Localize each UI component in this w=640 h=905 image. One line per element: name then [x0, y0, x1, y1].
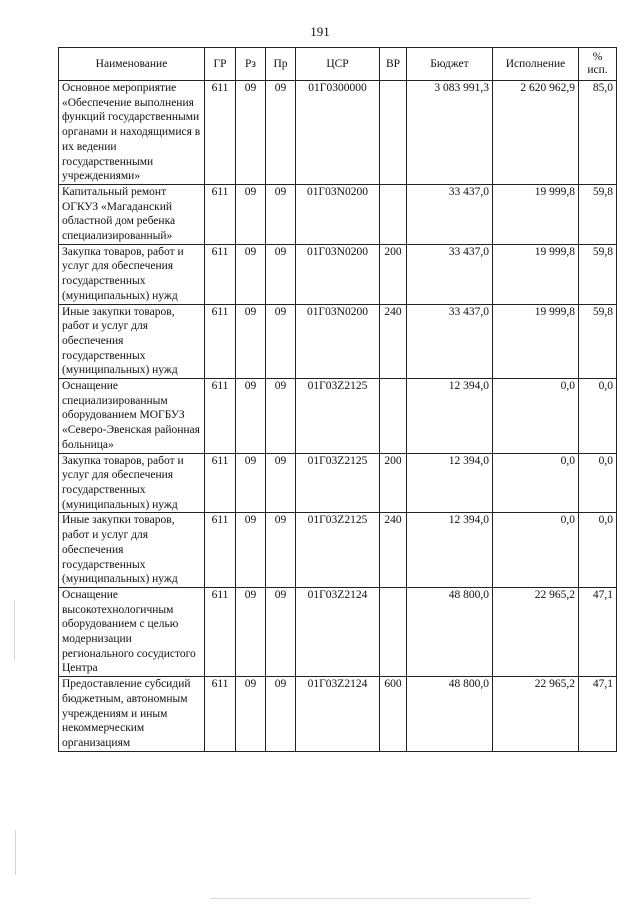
- scan-mark-bottom: [210, 898, 530, 899]
- cell-name: Закупка товаров, работ и услуг для обеспечения государственных (муниципальных) нужд: [59, 244, 205, 304]
- cell-gr: 611: [205, 304, 236, 379]
- cell-name: Оснащение высокотехнологичным оборудованием с целью модернизации регионального сосудистого Центра: [59, 587, 205, 676]
- cell-pct: 47,1: [579, 677, 617, 752]
- cell-execution: 19 999,8: [493, 244, 579, 304]
- table-body: [59, 81, 617, 752]
- cell-pr: 09: [266, 677, 296, 752]
- cell-gr: 611: [205, 677, 236, 752]
- cell-pct: 0,0: [579, 379, 617, 454]
- cell-pr: 09: [266, 81, 296, 185]
- table-row: [59, 379, 617, 454]
- cell-execution: 19 999,8: [493, 304, 579, 379]
- header-pct-label: исп.: [587, 64, 608, 76]
- cell-pct: 59,8: [579, 184, 617, 244]
- cell-pr: 09: [266, 453, 296, 513]
- cell-budget: 12 394,0: [407, 379, 493, 454]
- header-execution: Исполнение: [493, 48, 579, 81]
- cell-execution: 0,0: [493, 379, 579, 454]
- header-pr: Пр: [266, 48, 296, 81]
- cell-gr: 611: [205, 587, 236, 676]
- page-number: 191: [310, 24, 330, 39]
- cell-pct: 59,8: [579, 304, 617, 379]
- cell-budget: 3 083 991,3: [407, 81, 493, 185]
- cell-gr: 611: [205, 184, 236, 244]
- table-row: [59, 587, 617, 676]
- cell-vr: 200: [380, 453, 407, 513]
- cell-gr: 611: [205, 379, 236, 454]
- table-row: [59, 453, 617, 513]
- cell-pct: 85,0: [579, 81, 617, 185]
- cell-csr: 01Г0300000: [296, 81, 380, 185]
- cell-name: Закупка товаров, работ и услуг для обеспечения государственных (муниципальных) нужд: [59, 453, 205, 513]
- table-row: [59, 304, 617, 379]
- cell-rz: 09: [236, 244, 266, 304]
- cell-vr: [380, 587, 407, 676]
- cell-rz: 09: [236, 513, 266, 588]
- cell-csr: 01Г03N0200: [296, 244, 380, 304]
- cell-csr: 01Г03Z2125: [296, 379, 380, 454]
- cell-gr: 611: [205, 244, 236, 304]
- cell-rz: 09: [236, 81, 266, 185]
- header-csr: ЦСР: [296, 48, 380, 81]
- cell-vr: 240: [380, 513, 407, 588]
- cell-name: Иные закупки товаров, работ и услуг для обеспечения государственных (муниципальных) нужд: [59, 513, 205, 588]
- cell-execution: 0,0: [493, 453, 579, 513]
- cell-budget: 48 800,0: [407, 587, 493, 676]
- cell-execution: 2 620 962,9: [493, 81, 579, 185]
- scan-mark-left: [14, 600, 15, 660]
- header-vr: ВР: [380, 48, 407, 81]
- cell-gr: 611: [205, 453, 236, 513]
- cell-csr: 01Г03Z2124: [296, 587, 380, 676]
- cell-rz: 09: [236, 379, 266, 454]
- cell-rz: 09: [236, 587, 266, 676]
- cell-pct: 47,1: [579, 587, 617, 676]
- cell-csr: 01Г03Z2125: [296, 513, 380, 588]
- cell-pct: 0,0: [579, 453, 617, 513]
- cell-csr: 01Г03Z2124: [296, 677, 380, 752]
- cell-budget: 33 437,0: [407, 184, 493, 244]
- header-row: [59, 48, 617, 81]
- cell-budget: 12 394,0: [407, 513, 493, 588]
- cell-vr: [380, 184, 407, 244]
- cell-vr: [380, 81, 407, 185]
- cell-execution: 0,0: [493, 513, 579, 588]
- cell-name: Оснащение специализированным оборудованием МОГБУЗ «Северо-Эвенская районная больница»: [59, 379, 205, 454]
- header-pct-symbol: %: [592, 51, 603, 63]
- cell-gr: 611: [205, 81, 236, 185]
- table-row: [59, 184, 617, 244]
- cell-pr: 09: [266, 587, 296, 676]
- cell-vr: 200: [380, 244, 407, 304]
- table-row: [59, 244, 617, 304]
- cell-budget: 33 437,0: [407, 244, 493, 304]
- cell-pr: 09: [266, 304, 296, 379]
- table-header: [59, 48, 617, 81]
- cell-csr: 01Г03Z2125: [296, 453, 380, 513]
- cell-name: Основное мероприятие «Обеспечение выполнения функций государственными органами и находящимися в их ведении государственными учреждениями»: [59, 81, 205, 185]
- header-gr: ГР: [205, 48, 236, 81]
- cell-csr: 01Г03N0200: [296, 184, 380, 244]
- cell-rz: 09: [236, 184, 266, 244]
- cell-rz: 09: [236, 677, 266, 752]
- cell-name: Иные закупки товаров, работ и услуг для обеспечения государственных (муниципальных) нужд: [59, 304, 205, 379]
- cell-rz: 09: [236, 304, 266, 379]
- cell-budget: 48 800,0: [407, 677, 493, 752]
- cell-gr: 611: [205, 513, 236, 588]
- cell-budget: 33 437,0: [407, 304, 493, 379]
- cell-rz: 09: [236, 453, 266, 513]
- scan-mark-left-lower: [15, 830, 16, 875]
- cell-pct: 59,8: [579, 244, 617, 304]
- budget-execution-table: [58, 47, 617, 752]
- header-budget: Бюджет: [407, 48, 493, 81]
- cell-pr: 09: [266, 184, 296, 244]
- cell-vr: 240: [380, 304, 407, 379]
- header-name: Наименование: [59, 48, 205, 81]
- cell-execution: 19 999,8: [493, 184, 579, 244]
- cell-csr: 01Г03N0200: [296, 304, 380, 379]
- cell-pr: 09: [266, 513, 296, 588]
- cell-name: Капитальный ремонт ОГКУЗ «Магаданский областной дом ребенка специализированный»: [59, 184, 205, 244]
- table-row: [59, 513, 617, 588]
- header-pct: [579, 48, 617, 81]
- table-row: [59, 677, 617, 752]
- cell-pr: 09: [266, 244, 296, 304]
- cell-pct: 0,0: [579, 513, 617, 588]
- cell-vr: [380, 379, 407, 454]
- cell-pr: 09: [266, 379, 296, 454]
- cell-budget: 12 394,0: [407, 453, 493, 513]
- table-row: [59, 81, 617, 185]
- cell-execution: 22 965,2: [493, 587, 579, 676]
- header-rz: Рз: [236, 48, 266, 81]
- cell-vr: 600: [380, 677, 407, 752]
- cell-name: Предоставление субсидий бюджетным, автономным учреждениям и иным некоммерческим организациям: [59, 677, 205, 752]
- cell-execution: 22 965,2: [493, 677, 579, 752]
